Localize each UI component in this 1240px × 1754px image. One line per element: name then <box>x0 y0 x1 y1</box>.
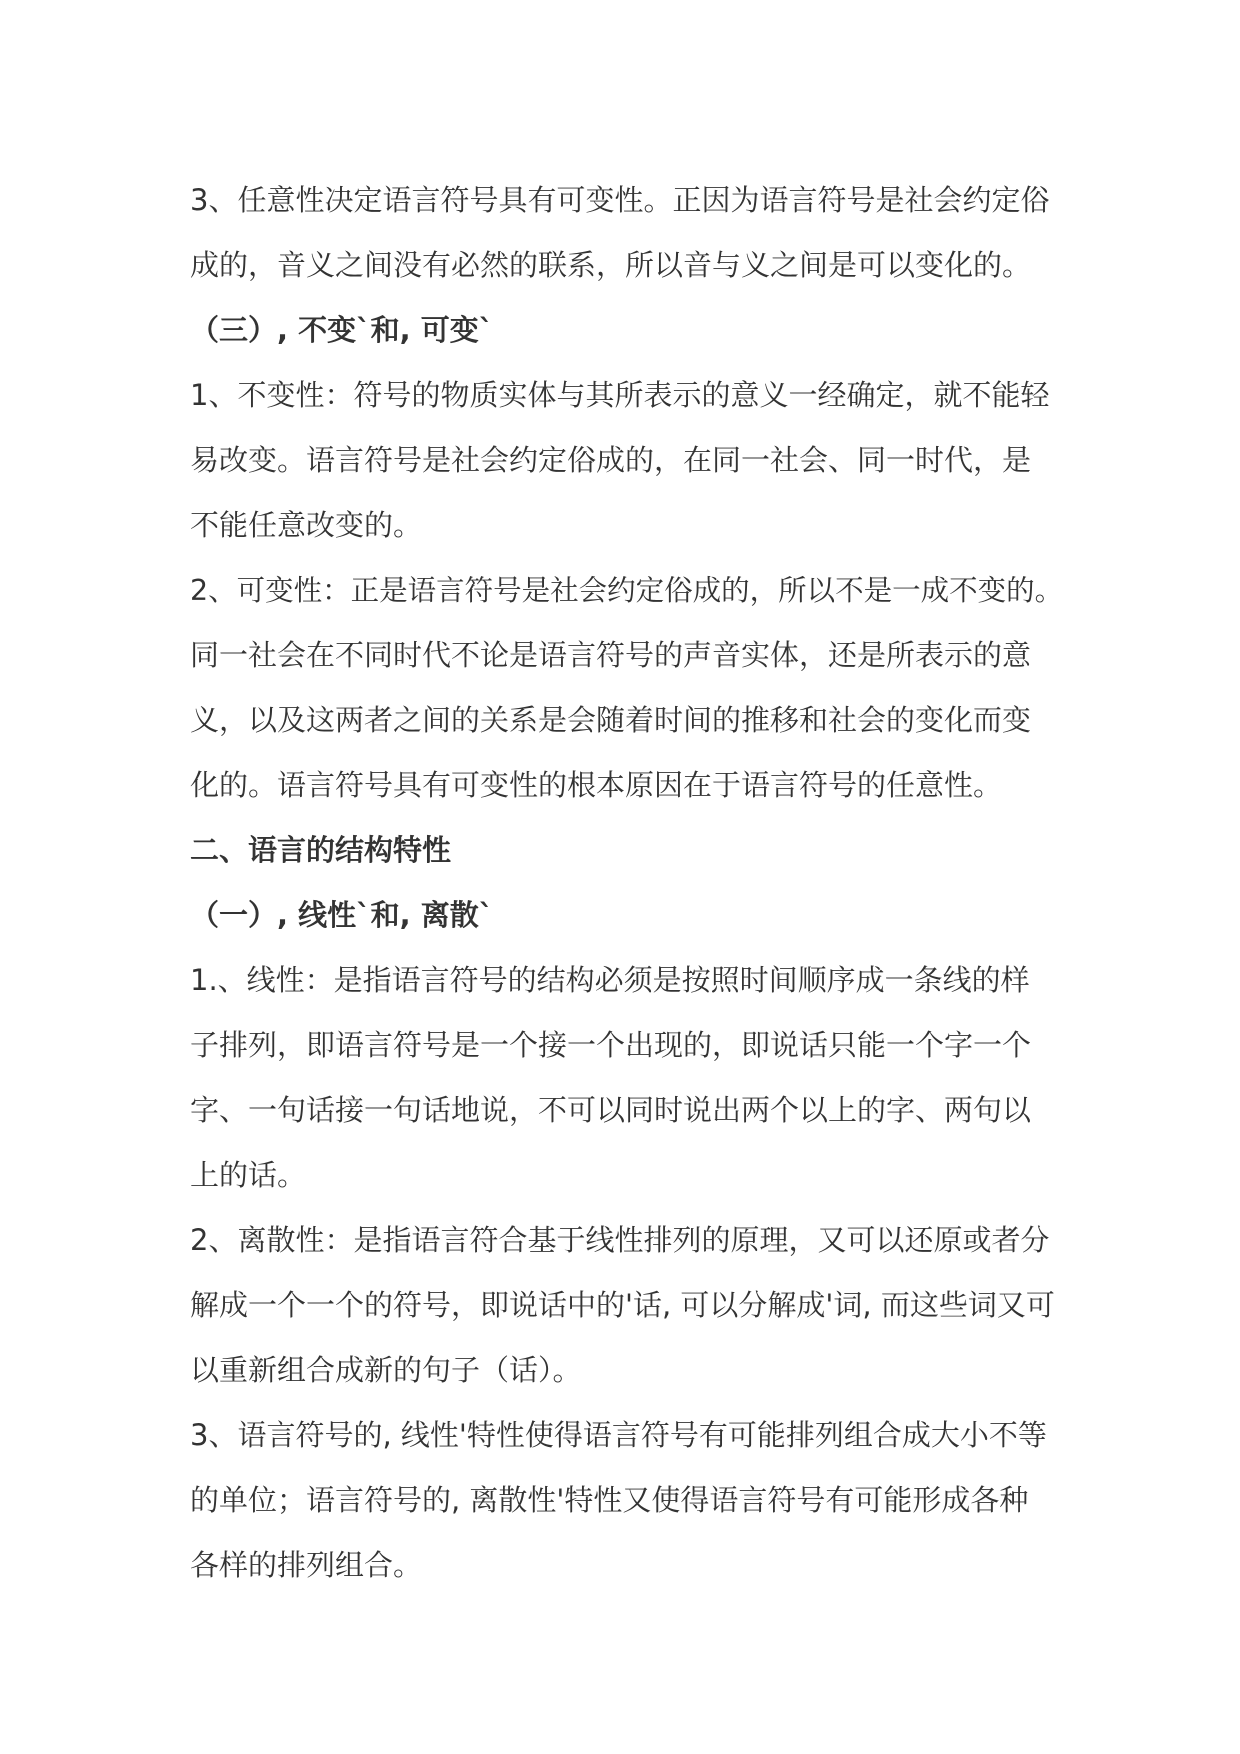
text-line: 字、一句话接一句话地说，不可以同时说出两个以上的字、两句以 <box>190 1093 1032 1127</box>
text-line: 上的话。 <box>190 1158 307 1192</box>
text-line: 子排列，即语言符号是一个接一个出现的，即说话只能一个字一个 <box>190 1028 1032 1062</box>
document-body <box>190 168 1075 1598</box>
text-line: 解成一个一个的符号，即说话中的'话, 可以分解成'词, 而这些词又可 <box>190 1288 1055 1322</box>
text-line: 成的，音义之间没有必然的联系，所以音与义之间是可以变化的。 <box>190 248 1032 282</box>
text-line: 1、不变性：符号的物质实体与其所表示的意义一经确定，就不能轻 <box>190 378 1050 412</box>
text-line: 2、可变性：正是语言符号是社会约定俗成的，所以不是一成不变的。 <box>190 574 1064 607</box>
text-line: 以重新组合成新的句子（话）。 <box>190 1353 582 1387</box>
text-line: 的单位；语言符号的, 离散性'特性又使得语言符号有可能形成各种 <box>190 1483 1029 1517</box>
text-line: 易改变。语言符号是社会约定俗成的，在同一社会、同一时代，是 <box>190 443 1032 477</box>
text-line: 2、离散性：是指语言符合基于线性排列的原理，又可以还原或者分 <box>190 1223 1050 1257</box>
text-line: 各样的排列组合。 <box>190 1548 423 1582</box>
text-line: 义，以及这两者之间的关系是会随着时间的推移和社会的变化而变 <box>190 703 1032 737</box>
chapter-heading: 二、语言的结构特性 <box>190 833 452 867</box>
text-line: 化的。语言符号具有可变性的根本原因在于语言符号的任意性。 <box>190 768 1003 802</box>
section-heading: （一）, 线性`和, 离散` <box>190 898 494 932</box>
text-line: 3、任意性决定语言符号具有可变性。正因为语言符号是社会约定俗 <box>190 183 1050 217</box>
section-heading: （三）, 不变`和, 可变` <box>190 313 494 347</box>
text-line: 同一社会在不同时代不论是语言符号的声音实体，还是所表示的意 <box>190 638 1032 672</box>
text-line: 3、语言符号的, 线性'特性使得语言符号有可能排列组合成大小不等 <box>190 1418 1047 1452</box>
text-line: 1.、线性：是指语言符号的结构必须是按照时间顺序成一条线的样 <box>190 963 1030 997</box>
text-line: 不能任意改变的。 <box>190 508 423 542</box>
